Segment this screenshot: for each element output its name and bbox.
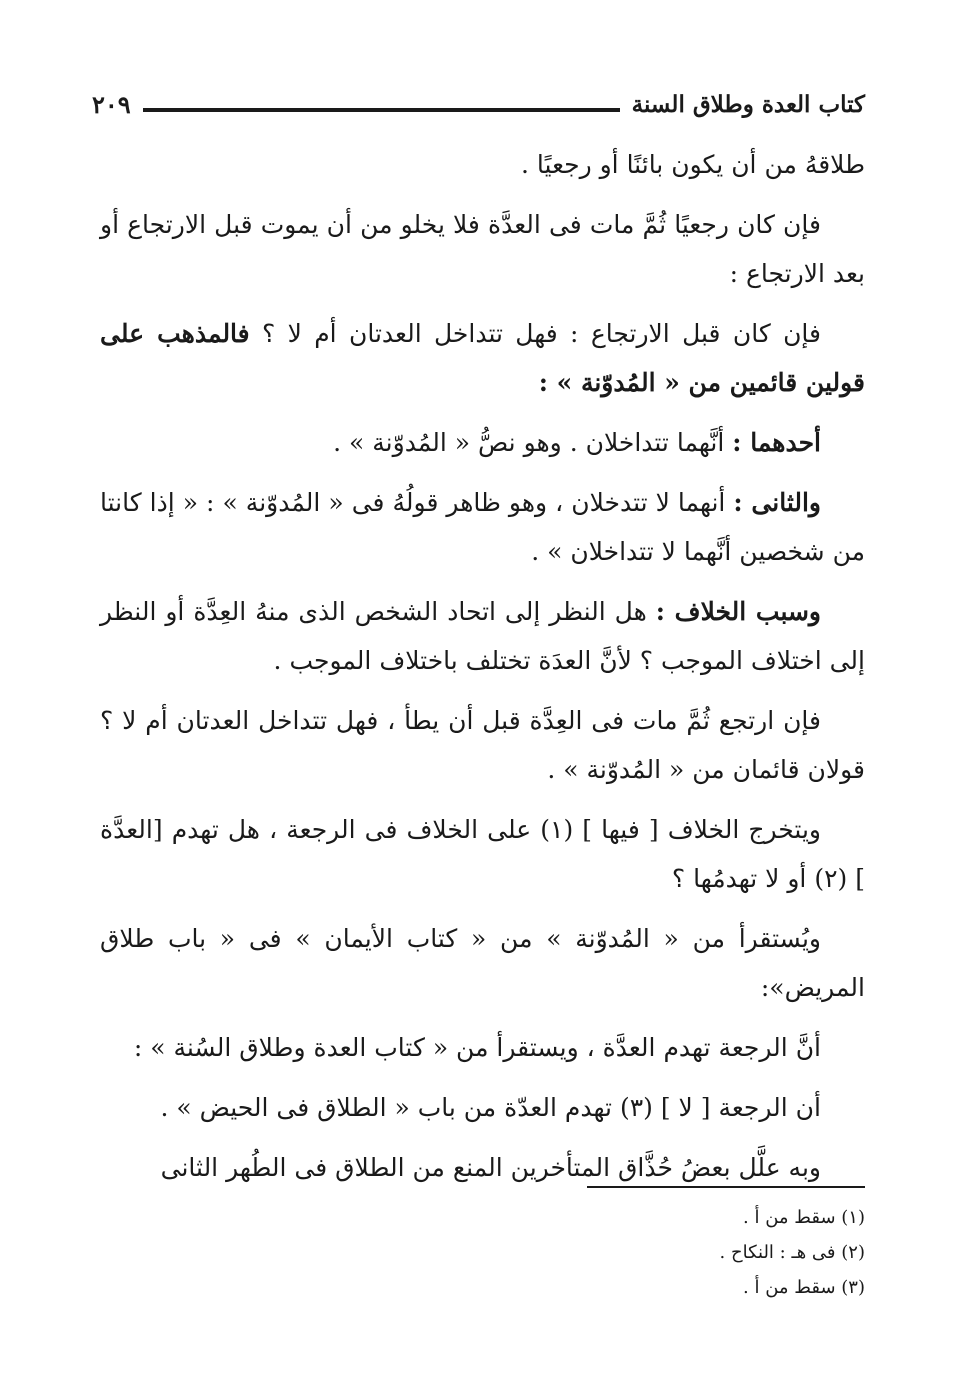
header-rule	[143, 108, 620, 112]
bold-lead: أحدهما :	[732, 428, 821, 457]
footnote-separator	[587, 1186, 865, 1188]
paragraph-text: أنهما لا تتدخلان ، وهو ظاهر قولُهُ فى « المُدوّنة » : « إذا كانتا من شخصين أنَّهما لا تتداخلان » .	[100, 488, 865, 566]
paragraph: فإن كان رجعيًا ثُمَّ مات فى العدَّة فلا يخلو من أن يموت قبل الارتجاع أو بعد الارتجاع :	[100, 210, 865, 288]
paragraph: أنَّ الرجعة تهدم العدَّة ، ويستقرأ من « كتاب العدة وطلاق السُنة » :	[133, 1033, 821, 1062]
footnote: (١) سقط من أ .	[743, 1207, 865, 1228]
footnote: (٢) فى هـ : النكاح .	[719, 1242, 865, 1263]
paragraph	[100, 478, 865, 576]
paragraph: طلاقهُ من أن يكون بائنًا أو رجعيًا .	[521, 150, 865, 179]
footnote: (٣) سقط من أ .	[743, 1277, 865, 1298]
paragraph: ويُستقرأ من « المُدوّنة » من « كتاب الأيمان » فى « باب طلاق المريض»:	[100, 924, 865, 1002]
footnotes	[400, 1200, 865, 1305]
paragraph	[100, 587, 865, 685]
paragraph-text: فإن كان قبل الارتجاع : فهل تتداخل العدتان أم لا ؟	[249, 319, 821, 348]
main-text	[100, 140, 865, 1203]
header-title: كتاب العدة وطلاق السنة	[631, 90, 865, 118]
bold-lead: والثانى :	[733, 488, 822, 517]
paragraph: ويتخرج الخلاف [ فيها ] (١) على الخلاف فى الرجعة ، هل تهدم [العدَّة ] (٢) أو لا تهدمُها ؟	[100, 815, 865, 893]
paragraph: أن الرجعة [ لا ] (٣) تهدم العدّة من باب « الطلاق فى الحيض » .	[160, 1093, 821, 1122]
paragraph	[100, 309, 865, 407]
bold-lead: وسبب الخلاف :	[655, 597, 822, 626]
paragraph: فإن ارتجع ثُمَّ مات فى العِدَّة قبل أن يطأ ، فهل تتداخل العدتان أم لا ؟ قولان قائمان من « المُدوّنة » .	[100, 706, 865, 784]
paragraph	[100, 418, 865, 467]
paragraph-text: هل النظر إلى اتحاد الشخص الذى منهُ العِدَّة أو النظر إلى اختلاف الموجب ؟ لأنَّ العدَة تختلف باختلاف الموجب .	[100, 597, 865, 675]
paragraph-text: أنَّهما تتداخلان . وهو نصُّ « المُدوّنة » .	[333, 428, 733, 457]
page-number: ٢٠٩	[92, 89, 131, 119]
bold-phrase: فالمذهب على قولين قائمين من « المُدوّنة » :	[100, 319, 865, 397]
running-header	[92, 82, 865, 126]
paragraph: وبه علَّل بعضُ حُذَّاق المتأخرين المنع من الطلاق فى الطُهر الثانى	[160, 1153, 821, 1182]
